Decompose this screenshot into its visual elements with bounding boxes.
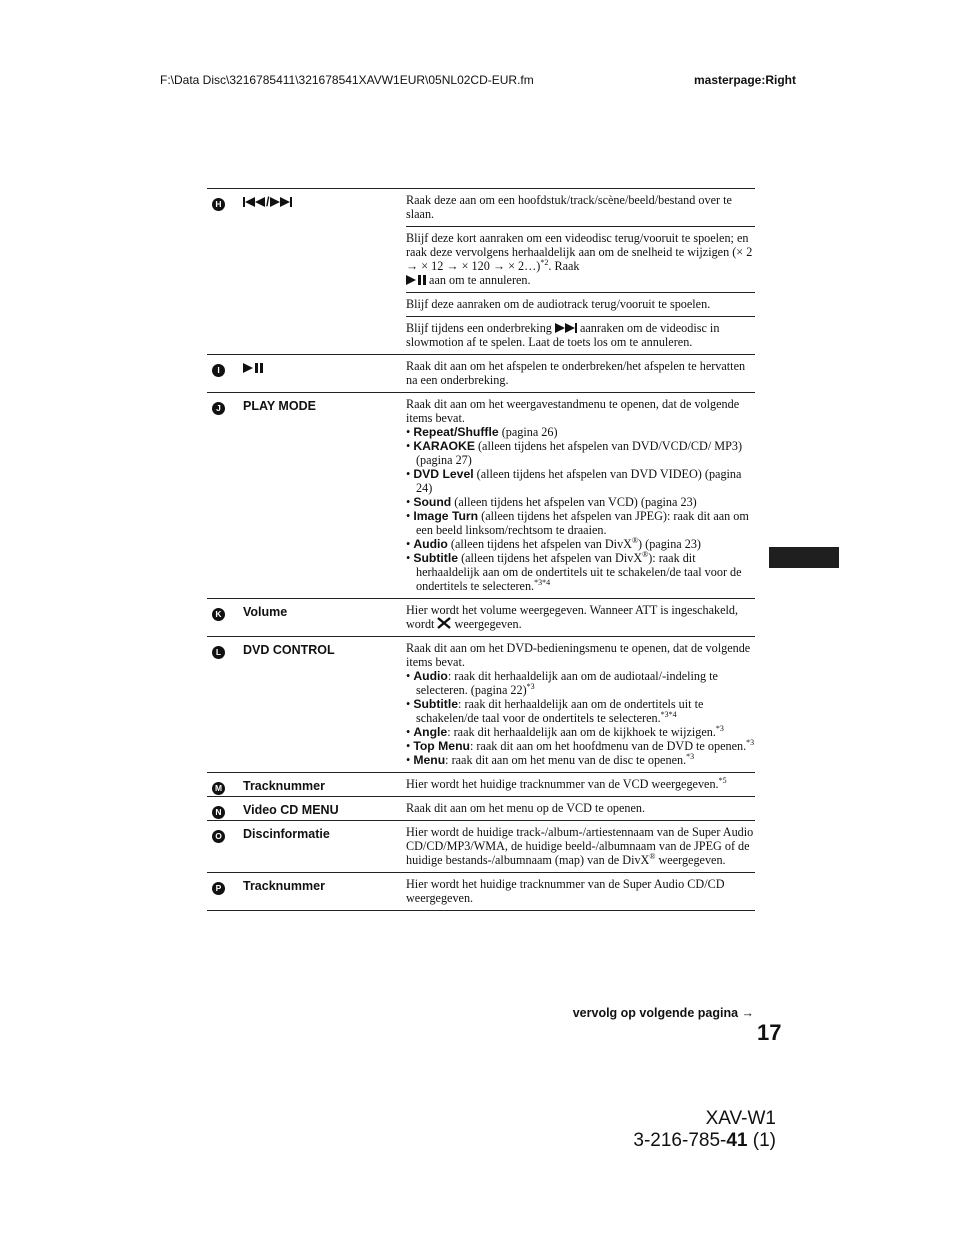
footnote-ref: *3: [715, 723, 724, 733]
table-row: O Discinformatie Hier wordt de huidige track-/album-/artiestennaam van de Super Audio CD/CD/MP3/WMA, de huidige beeld-/albumnaam van de JPEG of de huidige bestands-/albumnaam (map) van de DivX® weergegeven.: [207, 821, 755, 873]
description-text: Hier wordt de huidige track-/album-/artiestennaam van de Super Audio CD/CD/MP3/WMA, de huidige beeld-/albumnaam van de JPEG of de huidige bestands-/albumnaam (map) van de DivX: [406, 825, 754, 867]
description-text: Blijf tijdens een onderbreking: [406, 321, 552, 335]
table-row: [207, 393, 755, 599]
play-pause-icon: [243, 363, 263, 373]
description-text: Blijf deze kort aanraken om een videodisc terug/vooruit te spoelen; en raak deze vervolgens herhaaldelijk aan om de snelheid te wijzigen (× 2 → × 12 → × 120 → × 2…): [406, 231, 753, 273]
row-label: Tracknummer: [243, 879, 325, 893]
footnote-ref: *3: [686, 751, 695, 761]
table-row: [207, 189, 755, 355]
description-text: Raak dit aan om het afspelen te onderbreken/het afspelen te hervatten na een onderbreking.: [406, 359, 746, 387]
row-label: DVD CONTROL: [243, 643, 335, 657]
table-row: [207, 599, 755, 637]
footnote-ref: *3: [746, 737, 755, 747]
description-text: Blijf deze aanraken om de audiotrack terug/vooruit te spoelen.: [406, 297, 711, 311]
footnote-ref: *3: [526, 681, 535, 691]
description-text: aanraken om de videodisc in slowmotion af te spelen. Laat de toets los om te annuleren.: [406, 321, 720, 349]
row-label: Volume: [243, 605, 288, 619]
row-label: Tracknummer: [243, 779, 325, 793]
list-item: • Image Turn (alleen tijdens het afspelen van JPEG): raak dit aan om een beeld linksom/rechtsom te draaien.: [406, 509, 749, 537]
table-row: [207, 355, 755, 393]
footnote-ref: *3*4: [660, 709, 677, 719]
list-item: • Sound (alleen tijdens het afspelen van VCD) (pagina 23): [406, 495, 697, 509]
description-text: Raak dit aan om het weergavestandmenu te openen, dat de volgende items bevat.: [406, 397, 740, 425]
row-badge: J: [212, 402, 225, 415]
row-label: Video CD MENU: [243, 803, 339, 817]
next-track-icon: [270, 197, 292, 207]
mute-x-icon: [437, 617, 451, 629]
model-info: [633, 1108, 776, 1152]
list-item: • Top Menu: raak dit aan om het hoofdmenu van de DVD te openen.$^{*3}$: [406, 737, 755, 753]
list-item: • Repeat/Shuffle (pagina 26): [406, 425, 558, 439]
continued-note: vervolg op volgende pagina →: [572, 1006, 754, 1020]
section-tab-marker: [769, 547, 839, 568]
list-item: • Subtitle (alleen tijdens het afspelen van DivX®): raak dit herhaaldelijk aan om de ondertitels uit te schakelen/de taal voor de ondertitels te selecteren.$^{*3*4}$: [406, 549, 742, 593]
description-text: Hier wordt het volume weergegeven. Wanneer ATT is ingeschakeld, wordt: [406, 603, 739, 631]
controls-table: [207, 188, 755, 911]
list-item: • Menu: raak dit aan om het menu van de disc te openen.$^{*3}$: [406, 751, 695, 767]
table-row: [207, 773, 755, 797]
row-badge: M: [212, 782, 225, 795]
part-code: 3-216-785-41 (1): [633, 1130, 776, 1151]
row-badge: I: [212, 364, 225, 377]
table-row: [207, 873, 755, 911]
row-badge: O: [212, 830, 225, 843]
row-badge: P: [212, 882, 225, 895]
masterpage-label: masterpage:Right: [693, 73, 796, 87]
list-item: • Angle: raak dit herhaaldelijk aan om de kijkhoek te wijzigen.$^{*3}$: [406, 723, 724, 739]
description-text: Raak dit aan om het DVD-bedieningsmenu te openen, dat de volgende items bevat.: [406, 641, 751, 669]
row-badge: L: [212, 646, 225, 659]
model-name: XAV-W1: [705, 1108, 776, 1129]
page-number: 17: [757, 1020, 782, 1045]
description-text: Raak dit aan om het menu op de VCD te openen.: [406, 801, 646, 815]
table-row: [207, 637, 755, 773]
footnote-ref: *5: [718, 775, 727, 785]
description-text: aan om te annuleren.: [429, 273, 531, 287]
description-text: Hier wordt het huidige tracknummer van de VCD weergegeven.: [406, 777, 719, 791]
description-text: Raak deze aan om een hoofdstuk/track/scène/beeld/bestand over te slaan.: [406, 193, 732, 221]
previous-track-icon: [243, 197, 265, 207]
list-item: • KARAOKE (alleen tijdens het afspelen van DVD/VCD/CD/ MP3) (pagina 27): [406, 439, 743, 467]
list-item: • Audio: raak dit herhaaldelijk aan om de audiotaal/-indeling te selecteren. (pagina 22)$^{*3}$: [406, 669, 718, 697]
description-text: weergegeven.: [454, 617, 522, 631]
row-badge: H: [212, 198, 225, 211]
next-track-icon: [555, 323, 577, 333]
description-text: Hier wordt het huidige tracknummer van de Super Audio CD/CD weergegeven.: [406, 877, 725, 905]
play-pause-icon: [406, 275, 426, 285]
footnote-ref: *3*4: [534, 577, 551, 587]
description-text: . Raak: [548, 259, 580, 273]
row-label: PLAY MODE: [243, 399, 316, 413]
row-badge: K: [212, 608, 225, 621]
row-label: Discinformatie: [243, 827, 330, 841]
row-badge: N: [212, 806, 225, 819]
label-separator: /: [266, 195, 270, 209]
footnote-ref: *2: [540, 257, 549, 267]
list-item: • Audio (alleen tijdens het afspelen van DivX®) (pagina 23): [406, 535, 701, 551]
file-path: F:\Data Disc\3216785411\321678541XAVW1EUR\05NL02CD-EUR.fm: [160, 73, 534, 87]
table-row: [207, 797, 755, 821]
list-item: • DVD Level (alleen tijdens het afspelen van DVD VIDEO) (pagina 24): [406, 467, 742, 495]
list-item: • Subtitle: raak dit herhaaldelijk aan om de ondertitels uit te schakelen/de taal voor de ondertitels te selecteren.$^{*3*4}$: [406, 697, 704, 725]
